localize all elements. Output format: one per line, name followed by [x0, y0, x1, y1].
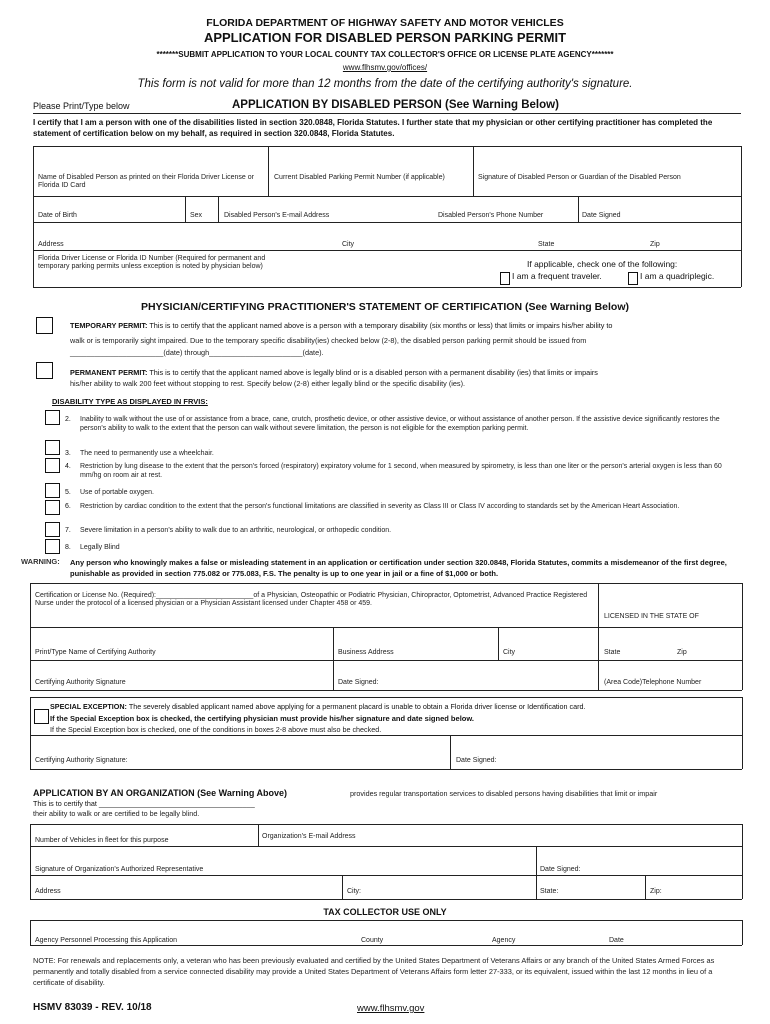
disability-4-number: 4. — [65, 463, 71, 470]
special-exception-desc: The severely disabled applicant named above applying for a permanent placard is unable to obtain a Florida driver license or Identification card. — [128, 702, 586, 711]
zip-label[interactable]: Zip — [650, 241, 660, 248]
print-type-label: Please Print/Type below — [33, 101, 130, 111]
permanent-permit-desc-2: his/her ability to walk 200 feet without stopping to rest. Specify below (2-8) either legally blind or the specific disability (ies). — [70, 379, 466, 388]
disability-3-checkbox[interactable] — [45, 440, 60, 455]
org-date-signed-label[interactable]: Date Signed: — [540, 866, 581, 873]
physician-heading: PHYSICIAN/CERTIFYING PRACTITIONER'S STATEMENT OF CERTIFICATION (See Warning Below) — [140, 301, 630, 313]
warning-label: WARNING: — [21, 557, 60, 566]
licensed-state-label[interactable]: LICENSED IN THE STATE OF — [604, 613, 699, 620]
disability-5-number: 5. — [65, 489, 71, 496]
special-exception-title: SPECIAL EXCEPTION: — [50, 702, 127, 711]
disability-2-number: 2. — [65, 416, 71, 423]
state-label[interactable]: State — [538, 241, 555, 248]
tax-collector-heading: TAX COLLECTOR USE ONLY — [323, 907, 447, 917]
disability-6-checkbox[interactable] — [45, 500, 60, 515]
org-certify-text-2: their ability to walk or are certified to be legally blind. — [33, 809, 200, 818]
org-signature-label[interactable]: Signature of Organization's Authorized Representative — [35, 866, 204, 873]
warning-text: Any person who knowingly makes a false or misleading statement in an application or certification under section 320.0848, Florida Statutes, commits a misdemeanor of the first degree, punishable as provided in section 775.082 or 775.083, F.S. The penalty is up to one year in jail or a fine of $1,000 or both. — [70, 558, 727, 578]
disability-5-checkbox[interactable] — [45, 483, 60, 498]
form-number: HSMV 83039 - REV. 10/18 — [33, 1002, 152, 1013]
disability-2-checkbox[interactable] — [45, 410, 60, 425]
form-title: APPLICATION FOR DISABLED PERSON PARKING PERMIT — [203, 30, 567, 45]
special-exception-note: If the Special Exception box is checked, the certifying physician must provide his/her signature and date signed below. — [50, 714, 474, 723]
special-exception-note-2: If the Special Exception box is checked, one of the conditions in boxes 2-8 above must also be checked. — [50, 725, 382, 734]
temporary-permit-checkbox[interactable] — [36, 317, 53, 334]
temporary-permit-text — [70, 321, 612, 330]
quadriplegic-checkbox[interactable] — [628, 272, 638, 285]
dob-label[interactable]: Date of Birth — [38, 212, 77, 219]
city-label[interactable]: City — [342, 241, 355, 248]
department-name: FLORIDA DEPARTMENT OF HIGHWAY SAFETY AND MOTOR VEHICLES — [206, 17, 564, 29]
org-provides-text: provides regular transportation services to disabled persons having disabilities that limit or impair — [350, 789, 658, 798]
print-name-label[interactable]: Print/Type Name of Certifying Authority — [35, 649, 156, 656]
email-label[interactable]: Disabled Person's E-mail Address — [224, 212, 330, 219]
temporary-permit-title: TEMPORARY PERMIT: — [70, 321, 148, 330]
disability-7-checkbox[interactable] — [45, 522, 60, 537]
if-applicable-label: If applicable, check one of the following: — [527, 259, 678, 269]
applicant-heading: APPLICATION BY DISABLED PERSON (See Warning Below) — [232, 99, 559, 111]
permanent-permit-desc: This is to certify that the applicant named above is legally blind or is a disabled person with a permanent disability (ies) that limits or impairs — [149, 368, 598, 377]
frequent-traveler-label: I am a frequent traveler. — [512, 271, 602, 281]
special-exception-checkbox[interactable] — [34, 709, 49, 724]
submit-instruction: *******SUBMIT APPLICATION TO YOUR LOCAL COUNTY TAX COLLECTOR'S OFFICE OR LICENSE PLATE AGENCY******* — [156, 50, 614, 59]
disability-4-checkbox[interactable] — [45, 458, 60, 473]
cert-phone-label[interactable]: (Area Code)Telephone Number — [604, 679, 702, 686]
cert-city-label[interactable]: City — [503, 649, 516, 656]
offices-link[interactable]: www.flhsmv.gov/offices/ — [342, 63, 428, 72]
signature-field-label[interactable]: Signature of Disabled Person or Guardian of the Disabled Person — [478, 174, 681, 181]
sex-label[interactable]: Sex — [190, 212, 203, 219]
agency-personnel-label[interactable]: Agency Personnel Processing this Application — [35, 937, 178, 944]
disability-8-number: 8. — [65, 544, 71, 551]
disability-5-text: Use of portable oxygen. — [80, 489, 154, 496]
org-state-label[interactable]: State: — [540, 888, 559, 895]
disability-2-text: Inability to walk without the use of or assistance from a brace, cane, crutch, prosthetic device, or other assistive device, or without assistance of another person. If the assistive device significantly restores the person's ability to walk to the extent that the person can walk without severe limitation, the person is not eligible for the exemption parking permit. — [80, 416, 720, 432]
veteran-note: NOTE: For renewals and replacements only, a veteran who has been previously evaluated and certified by the United States Department of Veterans Affairs or any branch of the United States Armed Forces as permanently and totally disabled from a service connected disability may provide a United States Department of Veterans Affairs form letter 27-333, or its equivalent, issued within the last 12 months in lieu of a certificate of disability. — [33, 956, 715, 987]
cert-zip-label[interactable]: Zip — [677, 649, 687, 656]
disability-8-checkbox[interactable] — [45, 539, 60, 554]
address-label[interactable]: Address — [38, 241, 64, 248]
org-certify-text[interactable]: This is to certify that _______________________________________ — [33, 799, 255, 808]
license-number-label[interactable]: Certification or License No. (Required):_________________________of a Physician, Osteopathic or Podiatric Physician, Chiropractor, Optometrist, Advanced Practice Registered Nurse under the protocol of a licensed physician or a Physician Assistant licensed under Chapter 458 or 459. — [35, 592, 588, 607]
validity-notice: This form is not valid for more than 12 months from the date of the certifying authority's signature. — [137, 78, 633, 90]
disability-types-title: DISABILITY TYPE AS DISPLAYED IN FRVIS: — [52, 397, 208, 406]
temporary-permit-desc: This is to certify that the applicant named above is a person with a temporary disability (six months or less) that limits or impairs his/her ability to — [149, 321, 613, 330]
applicant-certify-text: I certify that I am a person with one of the disabilities listed in section 320.0848, Florida Statutes. I further state that my physician or other certifying practitioner has completed the statement of certification below on my behalf, as required in section 320.0848, Florida Statutes. — [33, 118, 713, 138]
disability-7-text: Severe limitation in a person's ability to walk due to an arthritic, neurological, or orthopedic condition. — [80, 527, 392, 534]
org-zip-label[interactable]: Zip: — [650, 888, 662, 895]
org-city-label[interactable]: City: — [347, 888, 361, 895]
footer-website-link[interactable]: www.flhsmv.gov — [357, 1003, 425, 1014]
agency-label[interactable]: Agency — [492, 937, 516, 944]
disability-8-text: Legally Blind — [80, 544, 120, 551]
disability-6-number: 6. — [65, 503, 71, 510]
permanent-permit-checkbox[interactable] — [36, 362, 53, 379]
temporary-permit-desc-2: walk or is temporarily sight impaired. Due to the temporary specific disability(ies) checked below (2-8), the disabled person parking permit should be issued from — [70, 336, 587, 345]
disability-6-text: Restriction by cardiac condition to the extent that the person's functional limitations are classified in severity as Class III or Class IV according to standards set by the American Heart Association. — [80, 503, 680, 510]
cert-signature-label[interactable]: Certifying Authority Signature — [35, 679, 126, 686]
permanent-permit-text — [70, 368, 598, 377]
permanent-permit-title: PERMANENT PERMIT: — [70, 368, 148, 377]
disability-3-number: 3. — [65, 450, 71, 457]
org-address-label[interactable]: Address — [35, 888, 61, 895]
county-label[interactable]: County — [361, 937, 384, 944]
frequent-traveler-checkbox[interactable] — [500, 272, 510, 285]
dl-number-label[interactable]: Florida Driver License or Florida ID Number (Required for permanent and temporary parking permits unless exception is noted by physician below) — [38, 255, 266, 270]
cert-date-signed-label[interactable]: Date Signed: — [338, 679, 379, 686]
org-heading: APPLICATION BY AN ORGANIZATION (See Warning Above) — [33, 788, 288, 798]
tax-date-label[interactable]: Date — [609, 937, 624, 944]
disability-3-text: The need to permanently use a wheelchair. — [80, 450, 214, 457]
special-date-label[interactable]: Date Signed: — [456, 757, 497, 764]
org-email-label[interactable]: Organization's E-mail Address — [262, 833, 356, 840]
special-signature-label[interactable]: Certifying Authority Signature: — [35, 757, 128, 764]
quadriplegic-label: I am a quadriplegic. — [640, 271, 715, 281]
special-exception-text — [50, 702, 586, 711]
cert-state-label[interactable]: State — [604, 649, 621, 656]
permit-number-label[interactable]: Current Disabled Parking Permit Number (if applicable) — [274, 174, 445, 181]
date-signed-label[interactable]: Date Signed — [582, 212, 621, 219]
disability-7-number: 7. — [65, 527, 71, 534]
temporary-permit-dates[interactable]: _______________________(date) through_______________________(date). — [70, 348, 324, 357]
business-address-label[interactable]: Business Address — [338, 649, 394, 656]
vehicles-label[interactable]: Number of Vehicles in fleet for this purpose — [35, 837, 169, 844]
disability-4-text: Restriction by lung disease to the extent that the person's forced (respiratory) expiratory volume for 1 second, when measured by spirometry, is less than one liter or the person's arterial oxygen is less than 60 mm/hg on room air at rest. — [80, 463, 722, 479]
phone-label[interactable]: Disabled Person's Phone Number — [438, 212, 544, 219]
name-field-label[interactable]: Name of Disabled Person as printed on their Florida Driver License or Florida ID Card — [38, 174, 254, 189]
